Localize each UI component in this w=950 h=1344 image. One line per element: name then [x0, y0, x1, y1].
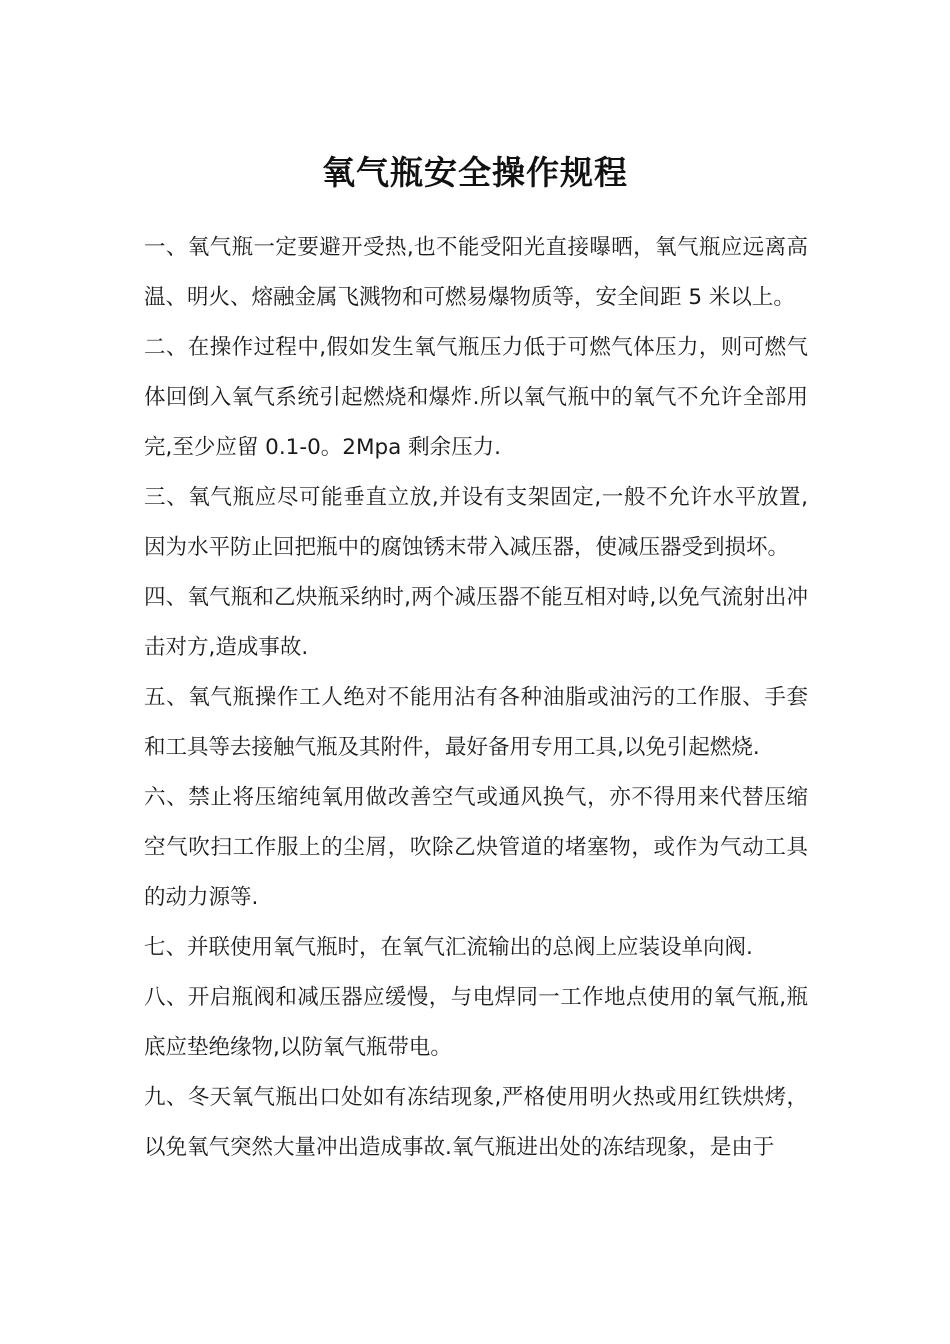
paragraph-rule-9: 九、冬天氧气瓶出口处如有冻结现象,严格使用明火热或用红铁烘烤，以免氧气突然大量冲出造成事故.氧气瓶进出处的冻结现象，是由于: [144, 1085, 808, 1160]
paragraph-rule-6: 六、禁止将压缩纯氧用做改善空气或通风换气，亦不得用来代替压缩空气吹扫工作服上的尘屑，吹除乙炔管道的堵塞物，或作为气动工具的动力源等.: [144, 785, 808, 910]
document-title: 氧气瓶安全操作规程: [322, 153, 628, 193]
paragraph-rule-7: 七、并联使用氧气瓶时，在氧气汇流输出的总阀上应装设单向阀.: [144, 935, 753, 960]
paragraph-rule-8: 八、开启瓶阀和减压器应缓慢，与电焊同一工作地点使用的氧气瓶,瓶底应垫绝缘物,以防氧气瓶带电。: [144, 985, 808, 1060]
document-body: [144, 223, 808, 1173]
paragraph-rule-1: 一、氧气瓶一定要避开受热,也不能受阳光直接曝晒，氧气瓶应远离高温、明火、熔融金属飞溅物和可燃易爆物质等，安全间距 5 米以上。: [144, 235, 808, 310]
paragraph-rule-5: 五、氧气瓶操作工人绝对不能用沾有各种油脂或油污的工作服、手套和工具等去接触气瓶及其附件，最好备用专用工具,以免引起燃烧.: [144, 685, 808, 760]
paragraph-rule-2: 二、在操作过程中,假如发生氧气瓶压力低于可燃气体压力，则可燃气体回倒入氧气系统引起燃烧和爆炸.所以氧气瓶中的氧气不允许全部用完,至少应留 0.1-0。2Mpa 剩余压力.: [144, 335, 808, 460]
paragraph-rule-4: 四、氧气瓶和乙炔瓶采纳时,两个减压器不能互相对峙,以免气流射出冲击对方,造成事故.: [144, 585, 808, 660]
paragraph-rule-3: 三、氧气瓶应尽可能垂直立放,并设有支架固定,一般不允许水平放置,因为水平防止回把瓶中的腐蚀锈末带入减压器，使减压器受到损坏。: [144, 485, 808, 560]
